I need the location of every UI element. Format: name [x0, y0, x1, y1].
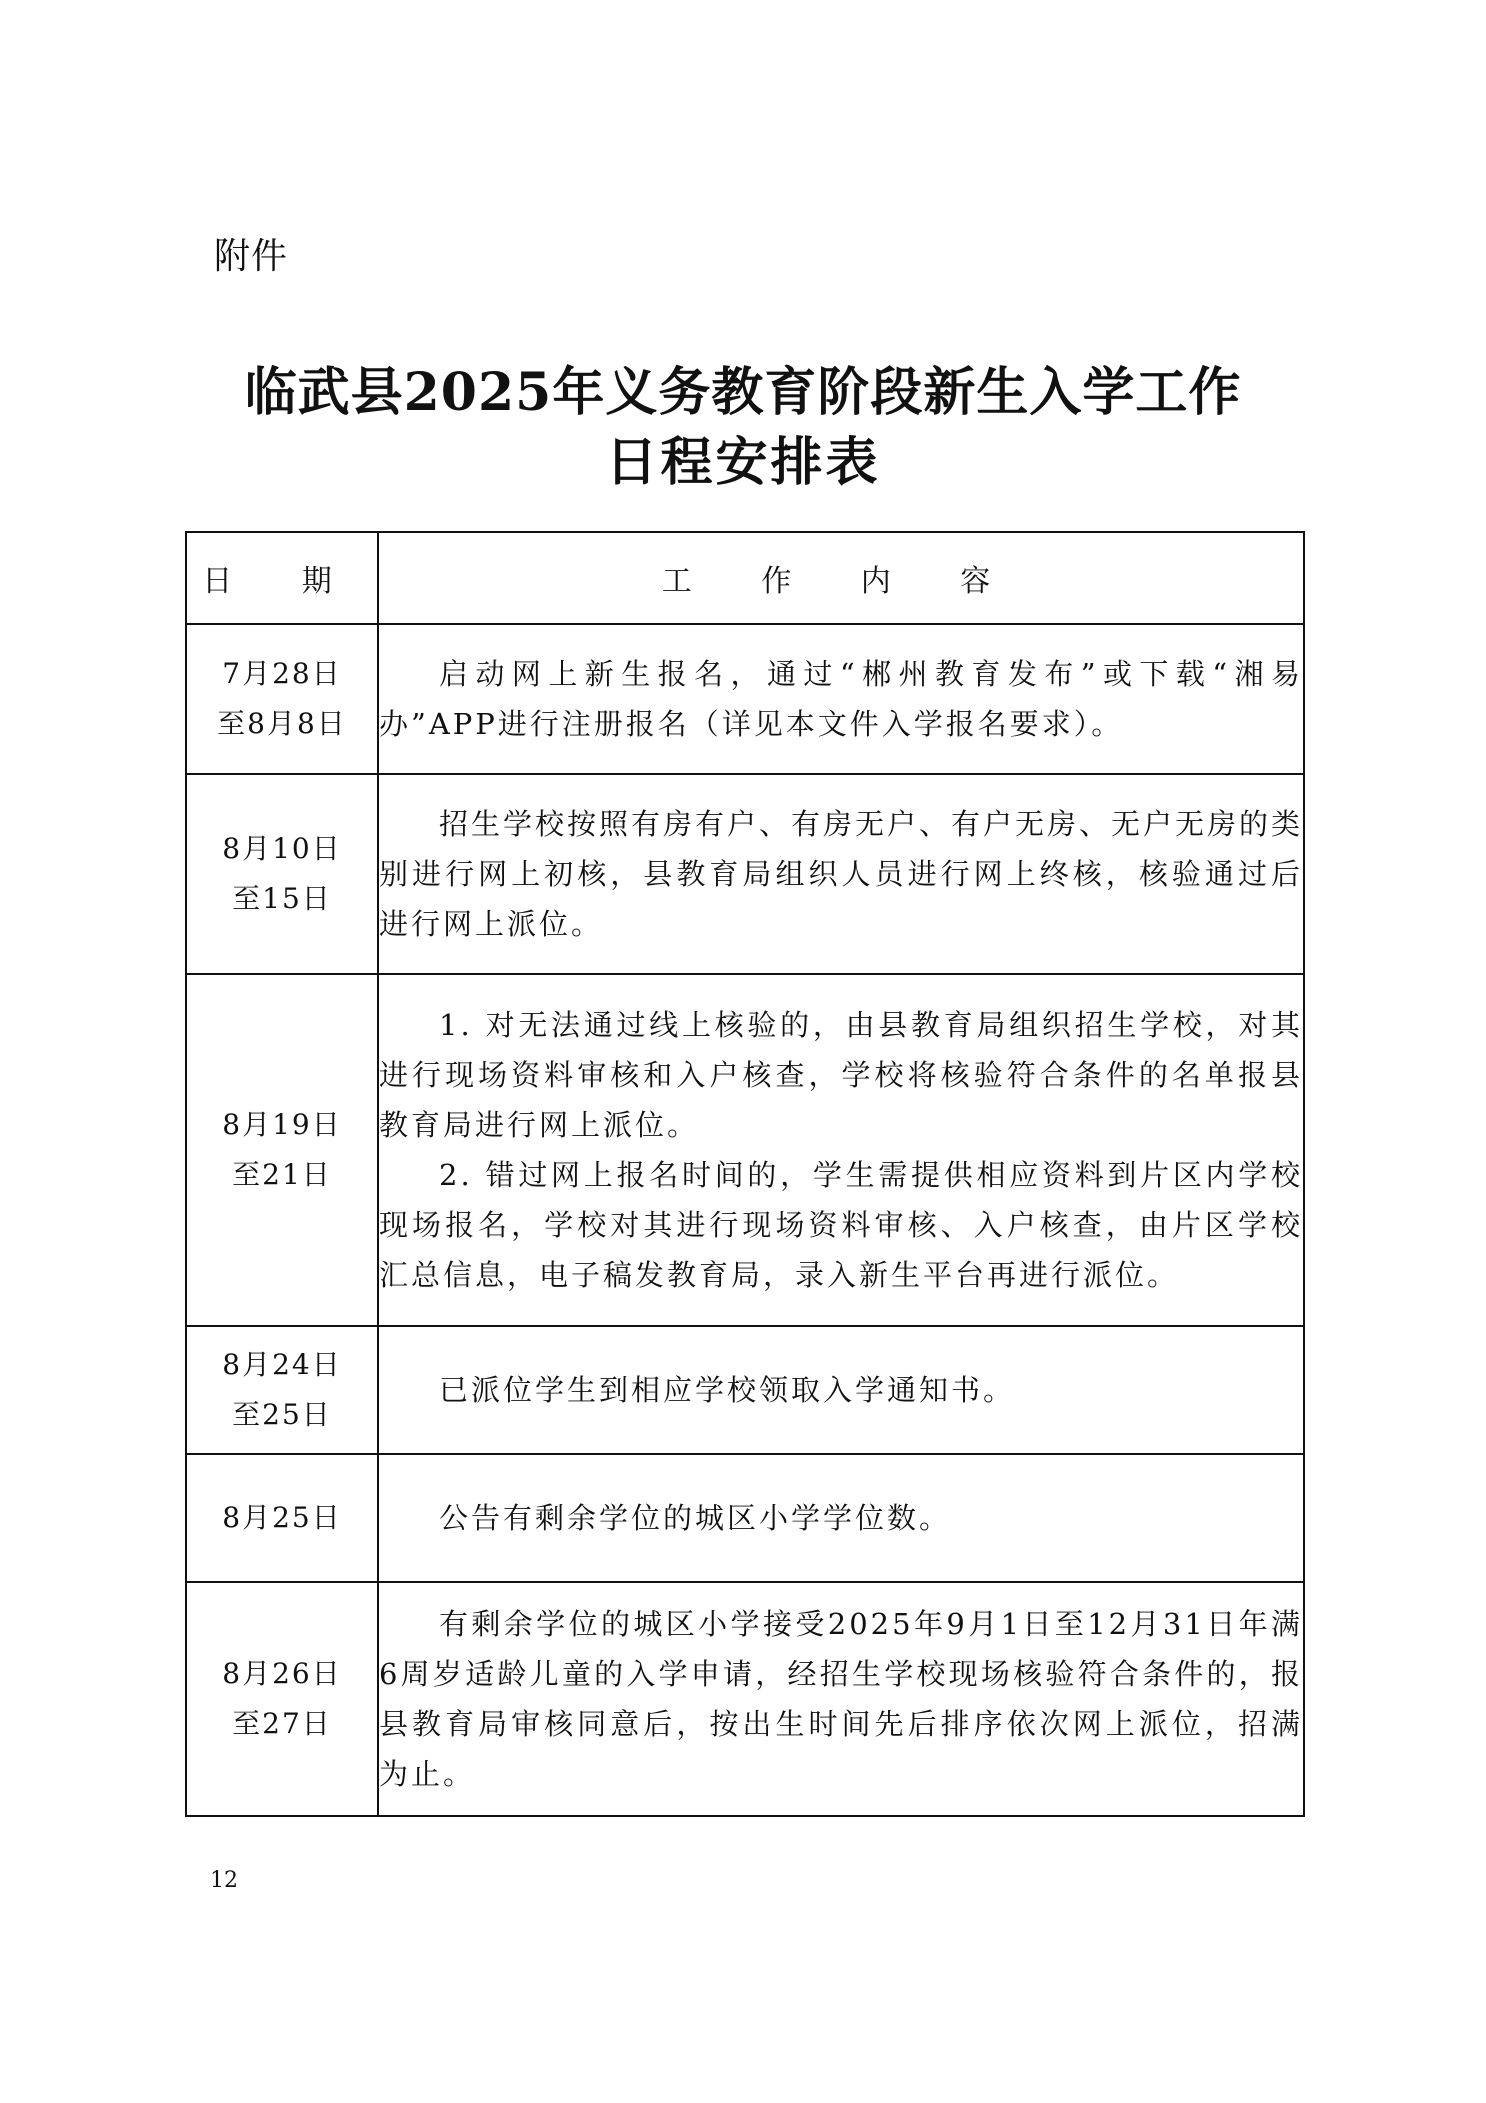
- content-paragraph: 已派位学生到相应学校领取入学通知书。: [439, 1373, 1016, 1407]
- date-line: 8月25日: [222, 1501, 342, 1534]
- date-line: 至25日: [232, 1398, 332, 1431]
- row-content: [378, 1582, 1304, 1816]
- date-line: 至27日: [232, 1707, 332, 1740]
- row-content: [378, 774, 1304, 974]
- row-date: [186, 1582, 378, 1816]
- date-line: 8月19日: [222, 1108, 342, 1141]
- content-paragraph: 有剩余学位的城区小学接受2025年9月1日至12月31日年满6周岁适龄儿童的入学申请，经招生学校现场核验符合条件的，报县教育局审核同意后，按出生时间先后排序依次网上派位，招满为止。: [379, 1607, 1303, 1791]
- content-paragraph: 招生学校按照有房有户、有房无户、有户无房、无户无房的类别进行网上初核，县教育局组织人员进行网上终核，核验通过后进行网上派位。: [379, 807, 1304, 941]
- header-content: 工 作 内 容: [378, 532, 1304, 624]
- date-line: 8月24日: [222, 1348, 342, 1381]
- table-row: [186, 1454, 1304, 1582]
- page-number: 12: [210, 1868, 238, 1893]
- content-paragraph: 启动网上新生报名，通过“郴州教育发布”或下载“湘易办”APP进行注册报名（详见本文件入学报名要求）。: [379, 657, 1303, 741]
- row-date: [186, 1454, 378, 1582]
- row-date: [186, 624, 378, 774]
- date-line: 至21日: [232, 1158, 332, 1191]
- date-line: 8月26日: [222, 1657, 342, 1690]
- table-row: [186, 624, 1304, 774]
- row-date: [186, 1326, 378, 1454]
- table-row: [186, 1326, 1304, 1454]
- date-line: 8月10日: [222, 832, 342, 865]
- schedule-table: [185, 531, 1305, 1817]
- row-content: [378, 1326, 1304, 1454]
- date-line: 至8月8日: [217, 707, 347, 740]
- row-content: [378, 1454, 1304, 1582]
- table-row: [186, 1582, 1304, 1816]
- table-row: [186, 774, 1304, 974]
- row-content: [378, 624, 1304, 774]
- date-line: 7月28日: [222, 657, 342, 690]
- date-line: 至15日: [232, 882, 332, 915]
- attachment-label: 附件: [214, 236, 289, 277]
- table-header-row: [186, 532, 1304, 624]
- row-date: [186, 974, 378, 1326]
- content-paragraph: 公告有剩余学位的城区小学学位数。: [439, 1501, 952, 1535]
- document-title-line-1: 临武县2025年义务教育阶段新生入学工作: [244, 362, 1242, 423]
- row-date: [186, 774, 378, 974]
- table-row: [186, 974, 1304, 1326]
- header-date: 日 期: [186, 532, 378, 624]
- row-content: [378, 974, 1304, 1326]
- content-paragraph: 1. 对无法通过线上核验的，由县教育局组织招生学校，对其进行现场资料审核和入户核查，学校将核验符合条件的名单报县教育局进行网上派位。: [379, 1008, 1303, 1142]
- document-title-line-2: 日程安排表: [605, 432, 881, 493]
- content-paragraph: 2. 错过网上报名时间的，学生需提供相应资料到片区内学校现场报名，学校对其进行现场资料审核、入户核查，由片区学校汇总信息，电子稿发教育局，录入新生平台再进行派位。: [379, 1158, 1303, 1292]
